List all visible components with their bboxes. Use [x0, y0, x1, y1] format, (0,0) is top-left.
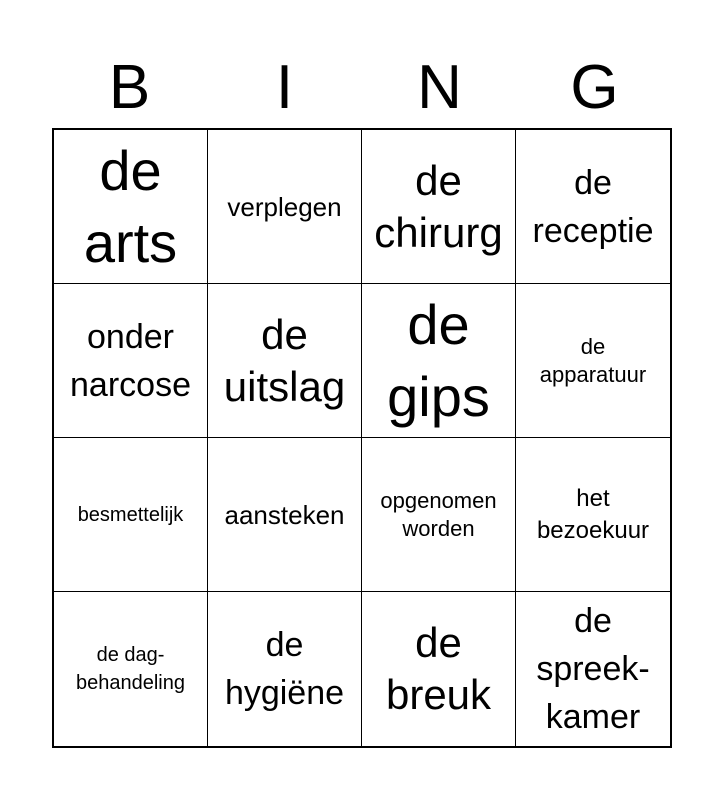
cell-text: besmettelijk: [77, 503, 184, 526]
cell-text: de receptie: [532, 163, 654, 250]
cell-text: aansteken: [224, 499, 345, 530]
cell-text: de hygiëne: [224, 626, 345, 712]
cell-text: de dag- behandeling: [76, 644, 185, 694]
bingo-cell[interactable]: [516, 592, 670, 746]
header-letter-b: B: [108, 53, 151, 122]
bingo-cell[interactable]: [54, 592, 208, 746]
bingo-cell[interactable]: [54, 284, 208, 438]
cell-text: de arts: [83, 138, 178, 274]
bingo-cell[interactable]: [54, 130, 208, 284]
bingo-cell[interactable]: [54, 438, 208, 592]
bingo-cell[interactable]: [516, 284, 670, 438]
cell-text: onder narcose: [70, 317, 191, 404]
bingo-cell[interactable]: [362, 130, 516, 284]
bingo-cell[interactable]: [208, 438, 362, 592]
bingo-cell[interactable]: [362, 438, 516, 592]
header-letter-i: I: [275, 53, 294, 122]
cell-text: opgenomen worden: [380, 487, 497, 541]
cell-text: de spreek- kamer: [536, 602, 650, 736]
header-letter-g: G: [570, 53, 619, 122]
bingo-cell[interactable]: [208, 130, 362, 284]
cell-text: de uitslag: [223, 310, 346, 410]
cell-text: het bezoekuur: [536, 484, 650, 544]
bingo-cell[interactable]: [208, 592, 362, 746]
bingo-cell[interactable]: [516, 130, 670, 284]
cell-text: de gips: [387, 292, 490, 428]
header-letter-n: N: [417, 53, 462, 122]
cell-text: verplegen: [227, 191, 342, 222]
bingo-header: [52, 48, 672, 128]
bingo-cell[interactable]: [516, 438, 670, 592]
cell-text: de breuk: [385, 619, 492, 718]
bingo-cell[interactable]: [208, 284, 362, 438]
bingo-board: [52, 128, 672, 748]
bingo-cell[interactable]: [362, 592, 516, 746]
cell-text: de chirurg: [374, 156, 503, 256]
cell-text: de apparatuur: [539, 333, 647, 387]
bingo-cell[interactable]: [362, 284, 516, 438]
